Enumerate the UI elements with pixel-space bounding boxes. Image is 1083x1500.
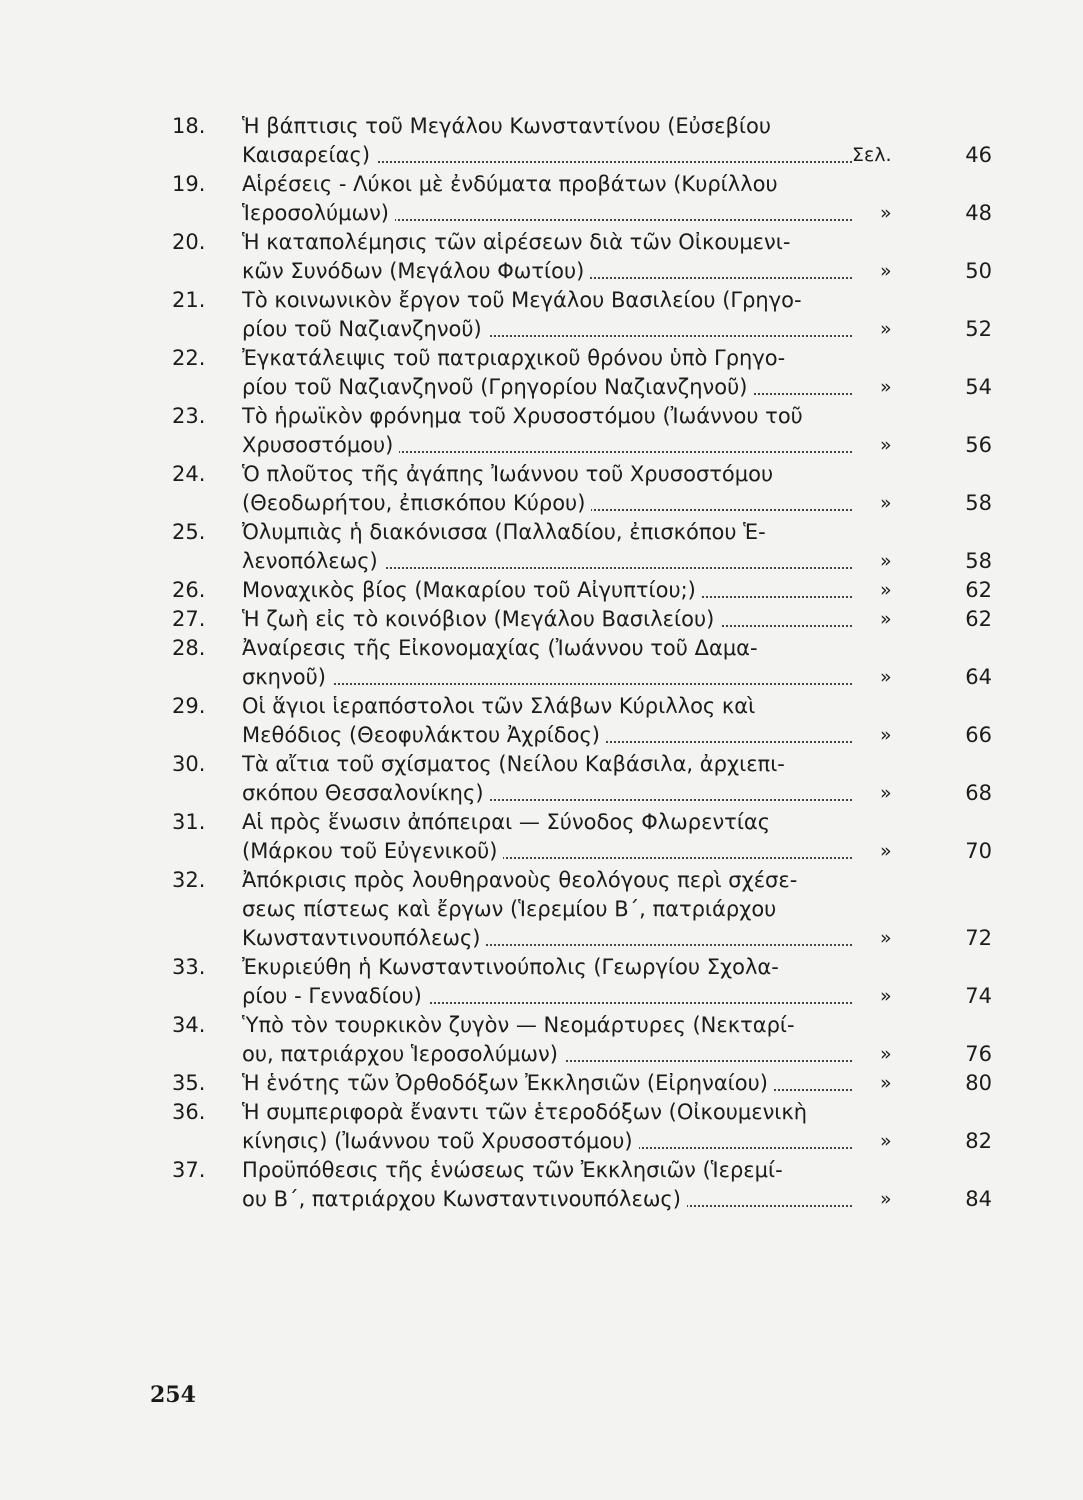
toc-entry (172, 866, 992, 953)
entry-title-text: Ἡ ἑνότης τῶν Ὀρθοδόξων Ἐκκλησιῶν (Εἰρηναίου) (242, 1071, 774, 1095)
entry-title-text: Τὰ αἴτια τοῦ σχίσματος (Νείλου Καβάσιλα, ἀρχιεπι- (242, 752, 785, 776)
toc-entry (172, 1098, 992, 1156)
entry-title-line (242, 576, 852, 605)
entry-page-number: 54 (965, 375, 992, 399)
entry-title-text: Χρυσοστόμου) (242, 433, 399, 457)
entry-title-line (242, 431, 852, 460)
entry-title-line (242, 808, 852, 837)
entry-number: 22. (172, 346, 206, 370)
entry-page-number: 84 (965, 1187, 992, 1211)
dot-leader (242, 683, 852, 685)
entry-title-text: Οἱ ἅγιοι ἱεραπόστολοι τῶν Σλάβων Κύριλλος καὶ (242, 694, 756, 718)
toc-entry (172, 518, 992, 576)
entry-title-line (242, 779, 852, 808)
page-label: » (880, 927, 892, 949)
entry-number: 34. (172, 1013, 206, 1037)
entry-title (242, 170, 852, 228)
entry-title-line (242, 547, 852, 576)
entry-title-line (242, 344, 852, 373)
entry-title-line (242, 286, 852, 315)
toc-entry (172, 344, 992, 402)
entry-title (242, 1069, 852, 1098)
entry-title (242, 576, 852, 605)
toc-entry (172, 750, 992, 808)
entry-title-text: Αἱ πρὸς ἕνωσιν ἀπόπειραι — Σύνοδος Φλωρεντίας (242, 810, 771, 834)
entry-title-text: ρίου - Γενναδίου) (242, 984, 428, 1008)
page-label: » (880, 318, 892, 340)
entry-title-line (242, 199, 852, 228)
toc-entry (172, 1156, 992, 1214)
entry-page-number: 72 (965, 926, 992, 950)
entry-title-text: Ὁ πλοῦτος τῆς ἀγάπης Ἰωάννου τοῦ Χρυσοστόμου (242, 462, 774, 486)
entry-title-text: κῶν Συνόδων (Μεγάλου Φωτίου) (242, 259, 590, 283)
toc-entry (172, 953, 992, 1011)
entry-title-line (242, 489, 852, 518)
entry-number: 18. (172, 114, 206, 138)
entry-title-text: σκηνοῦ) (242, 665, 332, 689)
page-label: » (880, 579, 892, 601)
page-label: » (880, 1072, 892, 1094)
entry-title-text: σκόπου Θεσσαλονίκης) (242, 781, 490, 805)
entry-title-line (242, 750, 852, 779)
entry-page-number: 70 (965, 839, 992, 863)
entry-page-number: 52 (965, 317, 992, 341)
page-label: » (880, 492, 892, 514)
entry-page-number: 62 (965, 607, 992, 631)
page-label: » (880, 724, 892, 746)
toc-entry (172, 1011, 992, 1069)
page-label: » (880, 1043, 892, 1065)
entry-number: 24. (172, 462, 206, 486)
entry-title-line (242, 663, 852, 692)
page-label: » (880, 985, 892, 1007)
page-label: » (880, 260, 892, 282)
entry-number: 20. (172, 230, 206, 254)
toc-entry (172, 634, 992, 692)
toc-entry (172, 460, 992, 518)
entry-title-text: Αἱρέσεις - Λύκοι μὲ ἐνδύματα προβάτων (Κυρίλλου (242, 172, 778, 196)
page-label: » (880, 608, 892, 630)
page-label: » (880, 202, 892, 224)
entry-title-line (242, 1156, 852, 1185)
entry-number: 35. (172, 1071, 206, 1095)
entry-title-text: Ἱεροσολύμων) (242, 201, 395, 225)
entry-title-line (242, 373, 852, 402)
toc-entry (172, 576, 992, 605)
page-label: » (880, 434, 892, 456)
entry-title-line (242, 257, 852, 286)
entry-title-text: Ἡ ζωὴ εἰς τὸ κοινόβιον (Μεγάλου Βασιλείου) (242, 607, 720, 631)
entry-title (242, 1098, 852, 1156)
entry-title-line (242, 1098, 852, 1127)
toc-entry (172, 605, 992, 634)
entry-page-number: 58 (965, 491, 992, 515)
entry-title-line (242, 837, 852, 866)
entry-title-line (242, 1040, 852, 1069)
entry-title-text: Μεθόδιος (Θεοφυλάκτου Ἀχρίδος) (242, 723, 606, 747)
toc-entry (172, 228, 992, 286)
entry-title-text: (Μάρκου τοῦ Εὐγενικοῦ) (242, 839, 503, 863)
entry-title-line (242, 634, 852, 663)
entry-title (242, 692, 852, 750)
entry-title (242, 1156, 852, 1214)
toc-entry (172, 692, 992, 750)
entry-page-number: 64 (965, 665, 992, 689)
entry-title-text: Ἡ συμπεριφορὰ ἔναντι τῶν ἑτεροδόξων (Οἰκουμενικὴ (242, 1100, 808, 1124)
toc-entry (172, 170, 992, 228)
toc-entry (172, 112, 992, 170)
page-label: » (880, 782, 892, 804)
page-label: » (880, 840, 892, 862)
entry-title-line (242, 518, 852, 547)
entry-title-text: Προϋπόθεσις τῆς ἑνώσεως τῶν Ἐκκλησιῶν (Ἱερεμί- (242, 1158, 783, 1182)
entry-title (242, 1011, 852, 1069)
entry-title-line (242, 1069, 852, 1098)
entry-number: 29. (172, 694, 206, 718)
entry-page-number: 56 (965, 433, 992, 457)
entry-title-line (242, 228, 852, 257)
entry-title-text: ρίου τοῦ Ναζιανζηνοῦ (Γρηγορίου Ναζιανζηνοῦ) (242, 375, 753, 399)
toc-entry (172, 286, 992, 344)
entry-title-line (242, 605, 852, 634)
entry-page-number: 80 (965, 1071, 992, 1095)
entry-title (242, 605, 852, 634)
entry-title (242, 866, 852, 953)
entry-title-line (242, 402, 852, 431)
entry-title (242, 344, 852, 402)
entry-title (242, 460, 852, 518)
entry-title-text: Ἡ βάπτισις τοῦ Μεγάλου Κωνσταντίνου (Εὐσεβίου (242, 114, 771, 138)
entry-title-line (242, 953, 852, 982)
entry-number: 26. (172, 578, 206, 602)
entry-title-text: ρίου τοῦ Ναζιανζηνοῦ) (242, 317, 488, 341)
entry-number: 19. (172, 172, 206, 196)
toc-entry (172, 808, 992, 866)
entry-number: 25. (172, 520, 206, 544)
entry-title-text: ου, πατριάρχου Ἱεροσολύμων) (242, 1042, 564, 1066)
entry-title-line (242, 1185, 852, 1214)
entry-title-line (242, 895, 852, 924)
entry-page-number: 48 (965, 201, 992, 225)
entry-title-text: Ἡ καταπολέμησις τῶν αἱρέσεων διὰ τῶν Οἰκουμενι- (242, 230, 791, 254)
entry-title-text: Καισαρείας) (242, 143, 376, 167)
entry-title (242, 750, 852, 808)
entry-page-number: 50 (965, 259, 992, 283)
entry-title (242, 402, 852, 460)
page-number: 254 (150, 1382, 196, 1408)
entry-title (242, 112, 852, 170)
page-label: » (880, 1188, 892, 1210)
toc-entry (172, 1069, 992, 1098)
entry-title-line (242, 866, 852, 895)
entry-title-text: (Θεοδωρήτου, ἐπισκόπου Κύρου) (242, 491, 591, 515)
entry-title-text: σεως πίστεως καὶ ἔργων (Ἱερεμίου Β΄, πατριάρχου (242, 897, 777, 921)
entry-title-line (242, 692, 852, 721)
entry-page-number: 74 (965, 984, 992, 1008)
entry-title-text: Ἀπόκρισις πρὸς λουθηρανοὺς θεολόγους περὶ σχέσε- (242, 868, 798, 892)
entry-title-line (242, 1011, 852, 1040)
entry-title-text: λενοπόλεως) (242, 549, 384, 573)
entry-page-number: 58 (965, 549, 992, 573)
entry-title (242, 286, 852, 344)
entry-title (242, 228, 852, 286)
entry-number: 37. (172, 1158, 206, 1182)
entry-title-line (242, 721, 852, 750)
entry-page-number: 62 (965, 578, 992, 602)
entry-title-text: Ἀναίρεσις τῆς Εἰκονομαχίας (Ἰωάννου τοῦ Δαμα- (242, 636, 758, 660)
entry-title (242, 518, 852, 576)
entry-title-text: ου Β΄, πατριάρχου Κωνσταντινουπόλεως) (242, 1187, 687, 1211)
entry-title-text: Ὑπὸ τὸν τουρκικὸν ζυγὸν — Νεομάρτυρες (Νεκταρί- (242, 1013, 795, 1037)
entry-number: 32. (172, 868, 206, 892)
entry-title (242, 953, 852, 1011)
entry-number: 31. (172, 810, 206, 834)
page-label: » (880, 666, 892, 688)
entry-page-number: 46 (965, 143, 992, 167)
entry-number: 36. (172, 1100, 206, 1124)
entry-number: 23. (172, 404, 206, 428)
toc-entry (172, 402, 992, 460)
entry-page-number: 76 (965, 1042, 992, 1066)
entry-title-text: Ἐγκατάλειψις τοῦ πατριαρχικοῦ θρόνου ὑπὸ Γρηγο- (242, 346, 786, 370)
page-label: Σελ. (852, 144, 892, 166)
entry-title-text: κίνησις) (Ἰωάννου τοῦ Χρυσοστόμου) (242, 1129, 639, 1153)
entry-title-line (242, 141, 852, 170)
entry-page-number: 68 (965, 781, 992, 805)
page-label: » (880, 376, 892, 398)
entry-number: 21. (172, 288, 206, 312)
entry-title-text: Κωνσταντινουπόλεως) (242, 926, 486, 950)
entry-title-line (242, 170, 852, 199)
entry-title-line (242, 315, 852, 344)
entry-title-line (242, 982, 852, 1011)
entry-page-number: 66 (965, 723, 992, 747)
entry-number: 30. (172, 752, 206, 776)
entry-title (242, 634, 852, 692)
page-label: » (880, 1130, 892, 1152)
entry-title (242, 808, 852, 866)
entry-number: 27. (172, 607, 206, 631)
entry-title-line (242, 112, 852, 141)
entry-title-text: Τὸ ἡρωϊκὸν φρόνημα τοῦ Χρυσοστόμου (Ἰωάννου τοῦ (242, 404, 803, 428)
entry-title-line (242, 924, 852, 953)
entry-page-number: 82 (965, 1129, 992, 1153)
entry-title-text: Τὸ κοινωνικὸν ἔργον τοῦ Μεγάλου Βασιλείου (Γρηγο- (242, 288, 802, 312)
entry-title-line (242, 460, 852, 489)
entry-number: 33. (172, 955, 206, 979)
entry-title-line (242, 1127, 852, 1156)
entry-title-text: Μοναχικὸς βίος (Μακαρίου τοῦ Αἰγυπτίου;) (242, 578, 702, 602)
page-label: » (880, 550, 892, 572)
entry-title-text: Ὀλυμπιὰς ἡ διακόνισσα (Παλλαδίου, ἐπισκόπου Ἑ- (242, 520, 766, 544)
entry-number: 28. (172, 636, 206, 660)
entry-title-text: Ἐκυριεύθη ἡ Κωνσταντινούπολις (Γεωργίου Σχολα- (242, 955, 779, 979)
